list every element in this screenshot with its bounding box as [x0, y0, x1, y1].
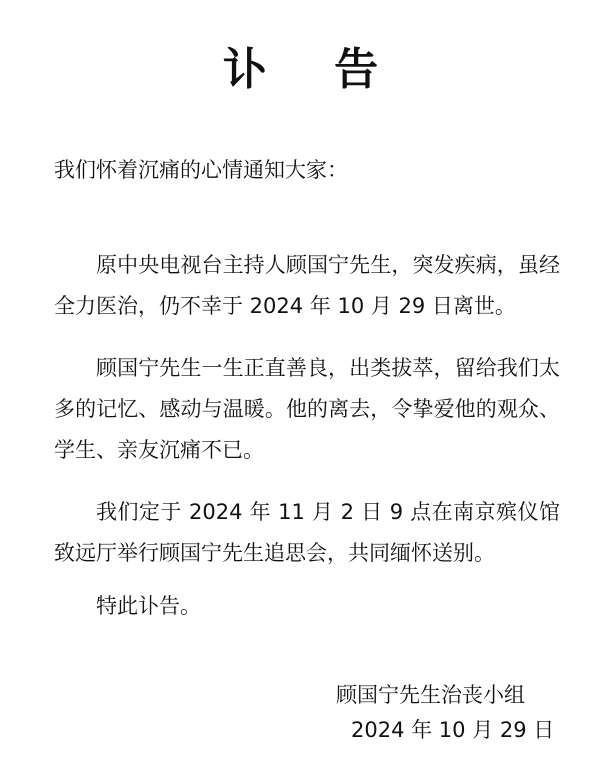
paragraph-tribute: 顾国宁先生一生正直善良，出类拔萃，留给我们太多的记忆、感动与温暖。他的离去，令挚爱他的观众、学生、亲友沉痛不已。	[54, 356, 560, 462]
notice-title: 讣 告	[222, 44, 405, 95]
signature-date: 2024 年 10 月 29 日	[351, 718, 555, 742]
signature-organization: 顾国宁先生治丧小组	[336, 683, 525, 707]
paragraph-passing: 原中央电视台主持人顾国宁先生，突发疾病，虽经全力医治，仍不幸于 2024 年 10 月 29 日离世。	[54, 253, 560, 318]
paragraph-closing: 特此讣告。	[96, 594, 201, 618]
paragraph-memorial-service: 我们定于 2024 年 11 月 2 日 9 点在南京殡仪馆致远厅举行顾国宁先生追思会，共同缅怀送别。	[54, 500, 560, 565]
salutation: 我们怀着沉痛的心情通知大家：	[54, 158, 348, 182]
